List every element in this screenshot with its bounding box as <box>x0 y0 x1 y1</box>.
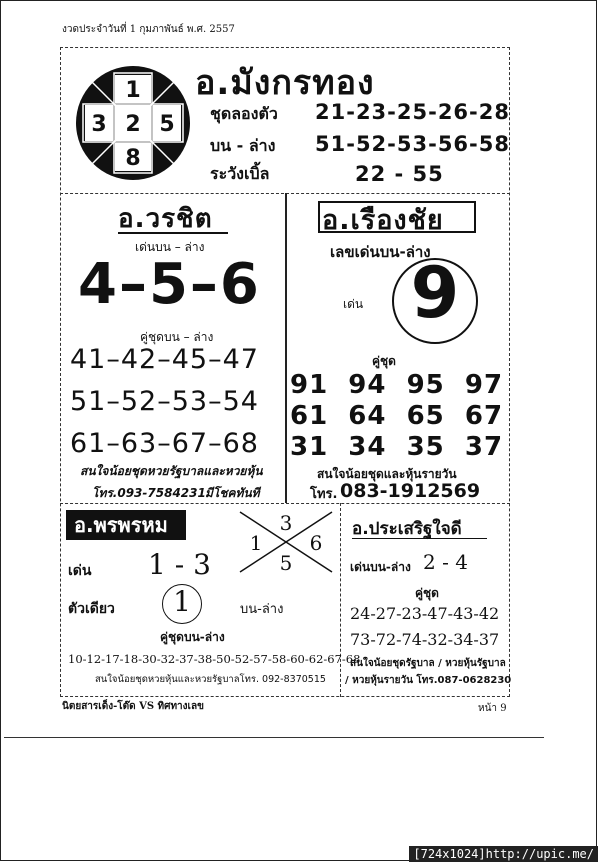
row3-label: ระวังเบิ้ล <box>210 164 270 183</box>
footer-left: นิตยสารเด็ง-โต๊ด VS ทิศทางเลข <box>62 701 204 712</box>
wheel-right: 5 <box>159 112 175 137</box>
left-promo: สนใจน้อยชุดหวยรัฐบาลและหวยหุ้น <box>80 464 263 478</box>
cross-top: 3 <box>279 511 293 535</box>
bottom-left-pair-label: คู่ชุดบน-ล่าง <box>160 630 225 644</box>
right-title: อ.เรืองชัย <box>322 205 444 236</box>
left-phone: โทร.093-7584231 <box>92 486 206 500</box>
cross-left: 1 <box>249 531 263 555</box>
bottom-right-row-2: 73-72-74-32-34-37 <box>350 630 500 649</box>
page-bottom-rule <box>4 737 544 738</box>
right-row-1: 91 94 95 97 <box>290 370 504 400</box>
bottom-left-den-value: 1 - 3 <box>148 548 211 581</box>
left-pair-1: 41–42–45–47 <box>70 344 259 375</box>
bottom-left-den-label: เด่น <box>68 563 92 579</box>
cross-diagram <box>238 508 334 576</box>
row1-value: 21-23-25-26-28 <box>315 100 510 124</box>
left-phone-note: มีโชคทันที <box>205 486 260 500</box>
left-big-number: 4–5–6 <box>78 252 261 317</box>
wheel-bottom: 8 <box>125 146 141 171</box>
right-phone-prefix: โทร. <box>310 487 338 502</box>
bottom-right-row-1: 24-27-23-47-43-42 <box>350 604 500 623</box>
right-big-number: 9 <box>410 252 460 334</box>
issue-date: งวดประจำวันที่ 1 กุมภาพันธ์ พ.ศ. 2557 <box>62 24 235 35</box>
bottom-left-title: อ.พรพรหม <box>66 510 186 540</box>
cross-right: 6 <box>309 531 323 555</box>
right-den-label: เด่น <box>343 297 364 311</box>
row2-label: บน - ล่าง <box>210 136 276 155</box>
bottom-left-single-value: 1 <box>173 585 191 618</box>
left-pair-3: 61–63–67–68 <box>70 428 259 459</box>
top-title: อ.มังกรทอง <box>195 63 375 103</box>
right-sub: เลขเด่นบน-ล่าง <box>330 243 431 261</box>
left-title: อ.วรชิต <box>118 204 213 234</box>
watermark: [724x1024]http://upic.me/ <box>409 846 598 862</box>
cross-bottom: 5 <box>279 551 293 575</box>
wheel-center: 2 <box>125 112 141 137</box>
wheel-left: 3 <box>91 112 107 137</box>
bottom-left-single-label: ตัวเดียว <box>68 601 115 617</box>
divider-bottom <box>60 503 510 504</box>
left-sub: เด่นบน – ล่าง <box>135 240 205 254</box>
left-pair-2: 51–52–53–54 <box>70 386 259 417</box>
bottom-right-den-value: 2 - 4 <box>423 550 468 574</box>
wheel-top: 1 <box>125 78 141 103</box>
right-row-3: 31 34 35 37 <box>290 432 504 462</box>
right-phone: 083-1912569 <box>340 480 481 502</box>
bottom-right-promo-2: / หวยหุ้นรายวัน โทร.087-0628230 <box>345 675 512 686</box>
bottom-left-single-note: บน-ล่าง <box>240 602 284 617</box>
right-row-2: 61 64 65 67 <box>290 401 504 431</box>
bottom-right-title-underline <box>352 538 487 539</box>
lucky-wheel <box>75 65 191 181</box>
divider-bottom-vertical <box>340 503 341 697</box>
bottom-right-title: อ.ประเสริฐใจดี <box>352 519 462 539</box>
right-set-label: คู่ชุด <box>372 354 396 368</box>
right-promo: สนใจน้อยชุดและหุ้นรายวัน <box>317 467 457 481</box>
bottom-right-set-label: คู่ชุด <box>415 586 439 600</box>
bottom-left-pairs: 10-12-17-18-30-32-37-38-50-52-57-58-60-62-67-68 <box>68 652 361 666</box>
footer-right: หน้า 9 <box>478 703 507 714</box>
left-title-underline <box>118 232 228 234</box>
row2-value: 51-52-53-56-58 <box>315 132 510 156</box>
bottom-right-den-label: เด่นบน-ล่าง <box>350 560 411 574</box>
bottom-left-promo: สนใจน้อยชุดหวยหุ้นและหวยรัฐบาลโทร. 092-8370515 <box>95 674 326 685</box>
divider-mid-vertical <box>285 193 287 503</box>
row3-value: 22 - 55 <box>355 162 444 186</box>
left-pair-label: คู่ชุดบน – ล่าง <box>140 330 214 344</box>
row1-label: ชุดลองตัว <box>210 104 278 123</box>
bottom-right-promo-1: สนใจน้อยชุดรัฐบาล / หวยหุ้นรัฐบาล <box>350 658 506 669</box>
